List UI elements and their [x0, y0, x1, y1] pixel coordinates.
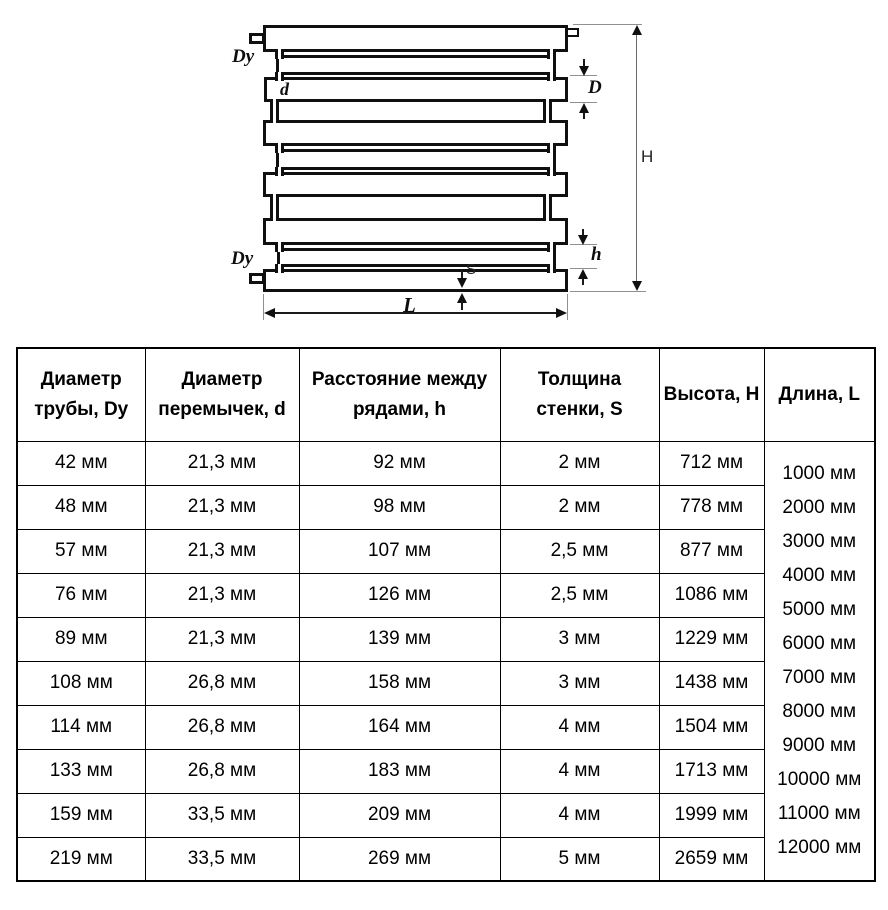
arrow-left-icon: [264, 308, 275, 318]
jumper: [547, 72, 556, 81]
register-drawing: [0, 0, 888, 345]
arrow-up-icon: [579, 103, 589, 113]
table-cell: 2 мм: [500, 485, 659, 529]
jumper: [547, 167, 556, 176]
jumper: [275, 167, 284, 176]
table-cell: 133 мм: [17, 749, 145, 793]
length-value: 6000 мм: [782, 632, 857, 654]
table-cell: 4 мм: [500, 705, 659, 749]
header-row-spacing: Расстояние между рядами, h: [299, 348, 500, 441]
pipe-row: [263, 172, 568, 197]
length-values-cell: [764, 441, 875, 881]
table-cell: 76 мм: [17, 573, 145, 617]
spec-table-body: [17, 441, 875, 881]
header-pipe-diameter: Диаметр трубы, Dy: [17, 348, 145, 441]
jumper: [547, 143, 556, 153]
table-cell: 3 мм: [500, 661, 659, 705]
table-cell: 21,3 мм: [145, 485, 299, 529]
table-row: [17, 617, 875, 661]
table-row: [17, 485, 875, 529]
arrow-down-icon: [578, 235, 588, 245]
length-value: 2000 мм: [782, 496, 857, 518]
table-cell: 26,8 мм: [145, 749, 299, 793]
jumper: [547, 242, 556, 252]
table-cell: 126 мм: [299, 573, 500, 617]
length-value: 12000 мм: [777, 836, 862, 858]
table-row: [17, 661, 875, 705]
table-cell: 4 мм: [500, 749, 659, 793]
length-value: 1000 мм: [782, 462, 857, 484]
header-length: Длина, L: [764, 348, 875, 441]
header-jumper-diameter: Диаметр перемычек, d: [145, 348, 299, 441]
table-cell: 1086 мм: [659, 573, 764, 617]
pipe-row: [264, 77, 568, 102]
length-value: 4000 мм: [782, 564, 857, 586]
arrow-down-icon: [457, 278, 467, 288]
table-cell: 2,5 мм: [500, 529, 659, 573]
table-cell: 114 мм: [17, 705, 145, 749]
label-dy-top: Dy: [232, 46, 255, 67]
table-cell: 4 мм: [500, 793, 659, 837]
arrow-down-icon: [579, 66, 589, 76]
dim-L-ext-right: [567, 294, 568, 320]
table-cell: 3 мм: [500, 617, 659, 661]
pipe-row: [276, 149, 556, 170]
length-value: 7000 мм: [782, 666, 857, 688]
pipe-row: [263, 120, 568, 146]
table-cell: 2,5 мм: [500, 573, 659, 617]
table-cell: 778 мм: [659, 485, 764, 529]
table-cell: 48 мм: [17, 485, 145, 529]
jumper: [275, 242, 284, 252]
dim-H-line: [636, 27, 637, 289]
table-cell: 33,5 мм: [145, 793, 299, 837]
label-d: d: [280, 79, 289, 99]
outlet-nozzle-bottom: [249, 273, 265, 284]
jumper: [270, 99, 279, 123]
pipe-row: [263, 25, 568, 52]
pipe-row: [277, 248, 556, 267]
table-cell: 92 мм: [299, 441, 500, 485]
table-cell: 5 мм: [500, 837, 659, 881]
table-cell: 26,8 мм: [145, 705, 299, 749]
table-row: [17, 529, 875, 573]
dim-H-ext-bottom: [570, 291, 646, 292]
table-cell: 1713 мм: [659, 749, 764, 793]
table-cell: 164 мм: [299, 705, 500, 749]
table-row: [17, 837, 875, 881]
table-cell: 712 мм: [659, 441, 764, 485]
table-cell: 1504 мм: [659, 705, 764, 749]
label-dy-bottom: Dy: [231, 248, 254, 269]
jumper: [543, 194, 552, 221]
header-height: Высота, H: [659, 348, 764, 441]
arrow-right-icon: [556, 308, 567, 318]
pipe-row: [276, 55, 556, 75]
table-cell: 158 мм: [299, 661, 500, 705]
table-cell: 183 мм: [299, 749, 500, 793]
table-cell: 107 мм: [299, 529, 500, 573]
table-cell: 108 мм: [17, 661, 145, 705]
table-row: [17, 573, 875, 617]
pipe-row: [263, 218, 568, 245]
jumper: [547, 49, 556, 59]
label-S: S: [466, 261, 477, 278]
table-row: [17, 441, 875, 485]
label-h: h: [591, 244, 602, 265]
table-cell: 2 мм: [500, 441, 659, 485]
table-cell: 57 мм: [17, 529, 145, 573]
table-row: [17, 705, 875, 749]
table-cell: 42 мм: [17, 441, 145, 485]
table-cell: 21,3 мм: [145, 573, 299, 617]
table-cell: 21,3 мм: [145, 617, 299, 661]
jumper: [543, 99, 552, 123]
table-header-row: [17, 348, 875, 441]
table-cell: 33,5 мм: [145, 837, 299, 881]
table-cell: 269 мм: [299, 837, 500, 881]
jumper: [275, 143, 284, 153]
table-cell: 26,8 мм: [145, 661, 299, 705]
table-cell: 877 мм: [659, 529, 764, 573]
length-value: 5000 мм: [782, 598, 857, 620]
length-value: 10000 мм: [777, 768, 862, 790]
table-row: [17, 793, 875, 837]
label-D: D: [588, 77, 602, 98]
table-cell: 139 мм: [299, 617, 500, 661]
table-cell: 219 мм: [17, 837, 145, 881]
vent-nozzle-top-right: [566, 28, 579, 37]
table-cell: 1438 мм: [659, 661, 764, 705]
label-H: H: [641, 147, 654, 166]
table-row: [17, 749, 875, 793]
length-value: 3000 мм: [782, 530, 857, 552]
header-wall-thickness: Толщина стенки, S: [500, 348, 659, 441]
jumper: [270, 194, 279, 221]
length-value: 11000 мм: [777, 802, 861, 824]
length-value: 9000 мм: [782, 734, 857, 756]
spec-table: [16, 347, 876, 882]
label-L: L: [403, 293, 416, 317]
length-value: 8000 мм: [782, 700, 857, 722]
pipe-row: [263, 269, 568, 292]
dim-S-line-lower: [461, 300, 463, 310]
table-cell: 21,3 мм: [145, 441, 299, 485]
table-cell: 89 мм: [17, 617, 145, 661]
table-cell: 159 мм: [17, 793, 145, 837]
jumper: [275, 264, 284, 273]
jumper: [275, 49, 284, 59]
arrow-up-icon: [578, 269, 588, 279]
table-cell: 209 мм: [299, 793, 500, 837]
table-cell: 98 мм: [299, 485, 500, 529]
table-cell: 2659 мм: [659, 837, 764, 881]
table-cell: 1999 мм: [659, 793, 764, 837]
arrow-down-icon: [632, 281, 642, 291]
table-cell: 21,3 мм: [145, 529, 299, 573]
jumper: [547, 264, 556, 273]
table-cell: 1229 мм: [659, 617, 764, 661]
inlet-nozzle-top: [249, 33, 265, 44]
arrow-up-icon: [632, 25, 642, 35]
